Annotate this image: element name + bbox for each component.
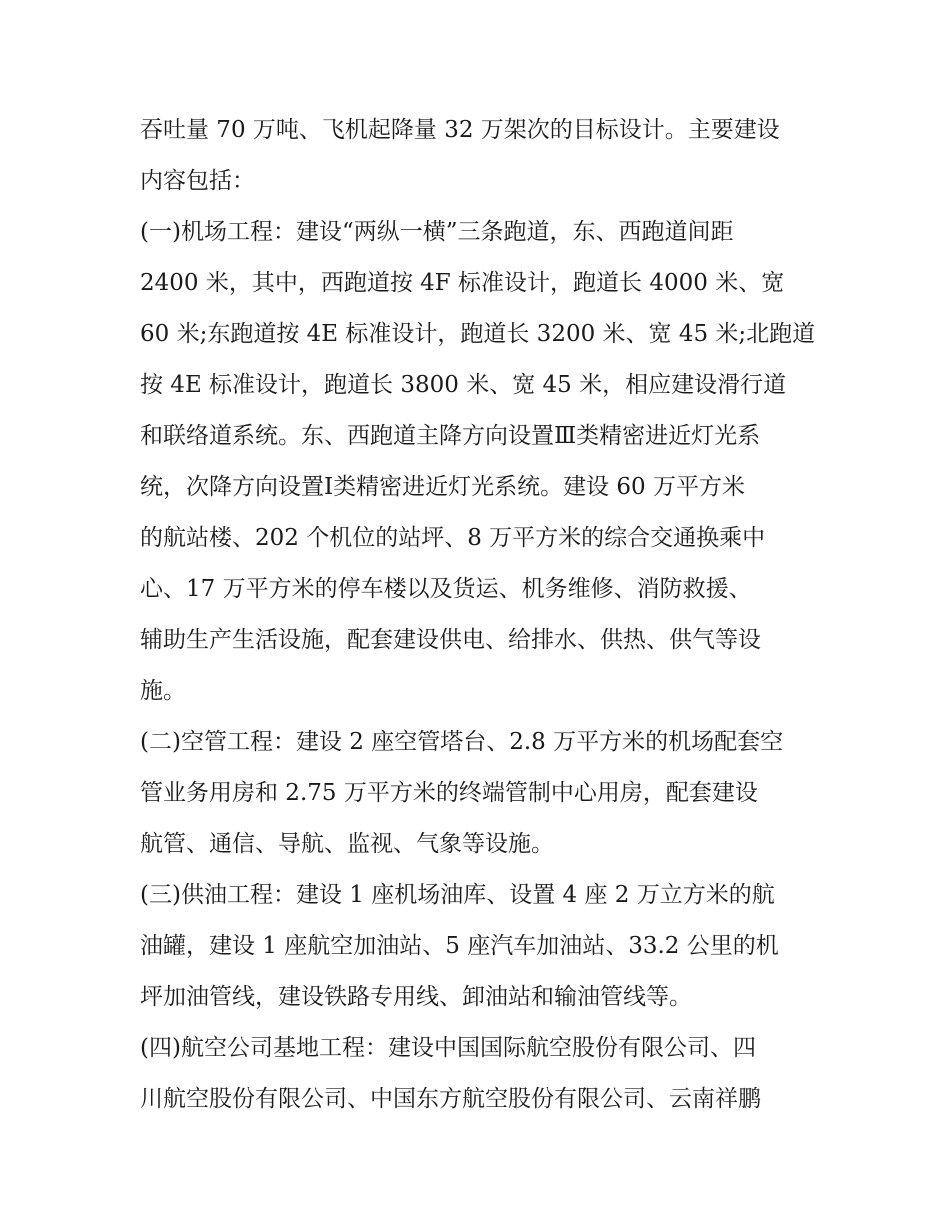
text-line: 内容包括： (140, 168, 255, 194)
text-line: 60 米;东跑道按 4E 标准设计，跑道长 3200 米、宽 45 米;北跑道 (140, 321, 816, 347)
text-line: (三)供油工程：建设 1 座机场油库、设置 4 座 2 万立方米的航 (140, 882, 775, 908)
text-line: 按 4E 标准设计，跑道长 3800 米、宽 45 米，相应建设滑行道 (140, 372, 787, 398)
text-line: 和联络道系统。东、西跑道主降方向设置Ⅲ类精密进近灯光系 (140, 423, 761, 449)
document-body (140, 105, 820, 1125)
text-line: 吞吐量 70 万吨、飞机起降量 32 万架次的目标设计。主要建设 (140, 117, 780, 143)
text-line: 统，次降方向设置Ⅰ类精密进近灯光系统。建设 60 万平方米 (140, 474, 745, 500)
text-line: 管业务用房和 2.75 万平方米的终端管制中心用房，配套建设 (140, 780, 758, 806)
text-line: (四)航空公司基地工程：建设中国国际航空股份有限公司、四 (140, 1035, 756, 1061)
text-line: 施。 (140, 678, 186, 704)
text-line: 2400 米，其中，西跑道按 4F 标准设计，跑道长 4000 米、宽 (140, 270, 785, 296)
text-line: (二)空管工程：建设 2 座空管塔台、2.8 万平方米的机场配套空 (140, 729, 784, 755)
text-line: 航管、通信、导航、监视、气象等设施。 (140, 831, 554, 857)
text-line: 川航空股份有限公司、中国东方航空股份有限公司、云南祥鹏 (140, 1086, 761, 1112)
text-line: 油罐，建设 1 座航空加油站、5 座汽车加油站、33.2 公里的机 (140, 933, 779, 959)
text-line: 的航站楼、202 个机位的站坪、8 万平方米的综合交通换乘中 (140, 525, 766, 551)
text-line: 坪加油管线，建设铁路专用线、卸油站和输油管线等。 (140, 984, 692, 1010)
text-line: 辅助生产生活设施，配套建设供电、给排水、供热、供气等设 (140, 627, 761, 653)
text-line: (一)机场工程：建设“两纵一横”三条跑道，东、西跑道间距 (140, 219, 734, 245)
text-line: 心、17 万平方米的停车楼以及货运、机务维修、消防救援、 (140, 576, 752, 602)
